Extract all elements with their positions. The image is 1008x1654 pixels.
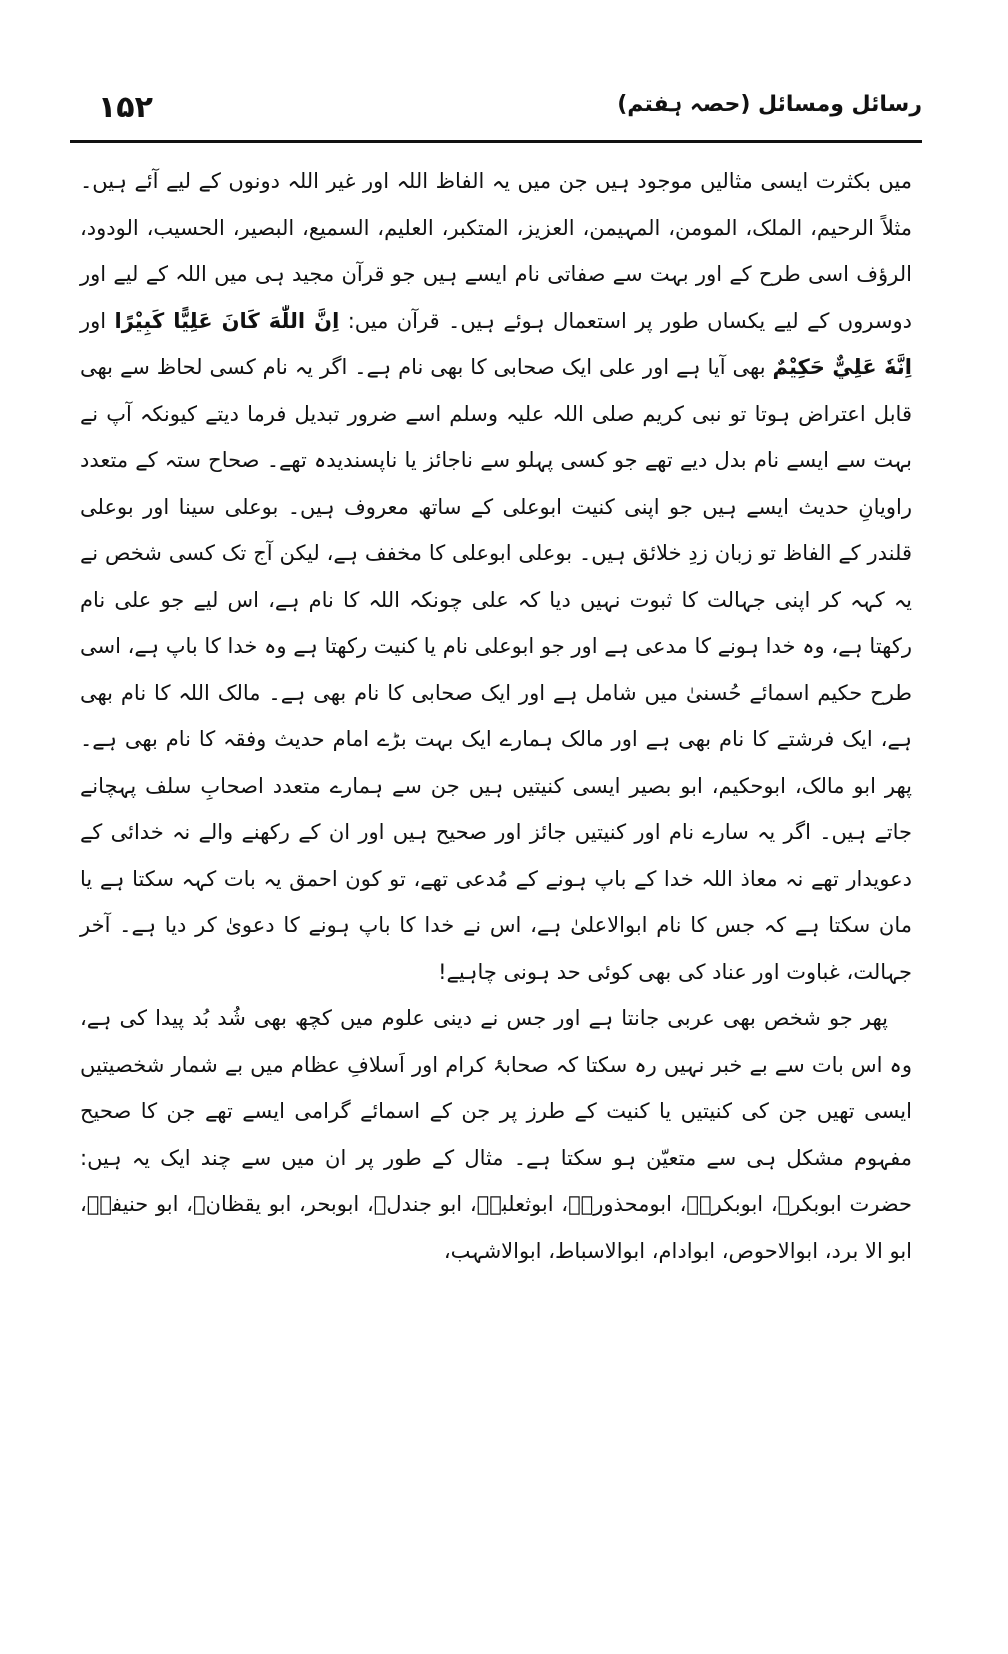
quran-verse-1: اِنَّ اللّٰهَ كَانَ عَلِيًّا كَبِيْرًا <box>114 308 340 333</box>
paragraph-1-part-1: میں بکثرت ایسی مثالیں موجود ہیں جن میں یہ الفاظ اللہ اور غیر اللہ دونوں کے لیے آئے ہیں۔ مثلاً الرحیم، الملک، المومن، المہیمن، العزیز، المتکبر، العلیم، السمیع، البصیر، الحسیب، الودود، الرؤف اسی طرح کے اور بہت سے صفاتی نام ایسے ہیں جو قرآن مجید ہی میں اللہ کے لیے اور دوسروں کے لیے یکساں طور پر استعمال ہوئے ہیں۔ قرآن میں: <box>80 169 912 333</box>
paragraph-1 <box>80 158 912 995</box>
page-header <box>70 88 922 136</box>
paragraph-1-part-3: بھی آیا ہے اور علی ایک صحابی کا بھی نام ہے۔ اگر یہ نام کسی لحاظ سے بھی قابل اعتراض ہوتا تو نبی کریم صلی اللہ علیہ وسلم اسے ضرور تبدیل فرما دیتے کیونکہ آپ نے بہت سے ایسے نام بدل دیے تھے جو کسی پہلو سے ناجائز یا ناپسندیدہ تھے۔ صحاح ستہ کے متعدد راویانِ حدیث ایسے ہیں جو اپنی کنیت ابوعلی کے ساتھ معروف ہیں۔ بوعلی سینا اور بوعلی قلندر کے الفاظ تو زبان زدِ خلائق ہیں۔ بوعلی ابوعلی کا مخفف ہے، لیکن آج تک کسی شخص نے یہ کہہ کر اپنی جہالت کا ثبوت نہیں دیا کہ علی چونکہ اللہ کا نام ہے، اس لیے جو علی نام رکھتا ہے، وہ خدا ہونے کا مدعی ہے اور جو ابوعلی نام یا کنیت رکھتا ہے وہ خدا کا باپ ہے، اسی طرح حکیم اسمائے حُسنیٰ میں شامل ہے اور ایک صحابی کا نام بھی ہے۔ مالک اللہ کا نام بھی ہے، ایک فرشتے کا نام بھی ہے اور مالک ہمارے ایک بہت بڑے امام حدیث وفقہ کا نام بھی ہے۔ پھر ابو مالک، ابوحکیم، ابو بصیر ایسی کنیتیں ہیں جن سے ہمارے متعدد اصحابِ سلف پہچانے جاتے ہیں۔ اگر یہ سارے نام اور کنیتیں جائز اور صحیح ہیں اور ان کے رکھنے والے نہ خدائی کے دعویدار تھے نہ معاذ اللہ خدا کے باپ ہونے کے مُدعی تھے، تو کون احمق یہ بات کہہ سکتا ہے یا مان سکتا ہے کہ جس کا نام ابوالاعلیٰ ہے، اس نے خدا کا باپ ہونے کا دعویٰ کر دیا ہے۔ آخر جہالت، غباوت اور عناد کی بھی کوئی حد ہونی چاہیے! <box>80 355 912 984</box>
quran-verse-2: اِنَّهٗ عَلِيٌّ حَكِيْمٌ <box>772 355 912 379</box>
paragraph-2 <box>80 995 912 1274</box>
body-text <box>80 158 912 1274</box>
paragraph-2-text: پھر جو شخص بھی عربی جانتا ہے اور جس نے دینی علوم میں کچھ بھی شُد بُد پیدا کی ہے، وہ اس بات سے بے خبر نہیں رہ سکتا کہ صحابۂ کرام اور اَسلافِ عظام میں بے شمار شخصیتیں ایسی تھیں جن کی کنیتیں یا کنیت کے طرز پر جن کے اسمائے گرامی ایسے تھے جن کا صحیح مفہوم مشکل ہی سے متعیّن ہو سکتا ہے۔ مثال کے طور پر ان میں سے چند ایک یہ ہیں: حضرت ابوبکرؓ، ابوبکرہؓ، ابومحذورہؓ، ابوثعلبہؓ، ابو جندلؓ، ابوبحر، ابو یقظانؓ، ابو حنیفہؒ، ابو الا برد، ابوالاحوص، ابوادام، ابوالاسباط، ابوالاشہب، <box>80 1006 912 1263</box>
page-number: ۱۵۲ <box>98 90 153 125</box>
paragraph-1-part-2: اور <box>80 308 107 333</box>
header-divider <box>70 140 922 143</box>
running-title: رسائل ومسائل (حصہ ہفتم) <box>617 92 922 117</box>
